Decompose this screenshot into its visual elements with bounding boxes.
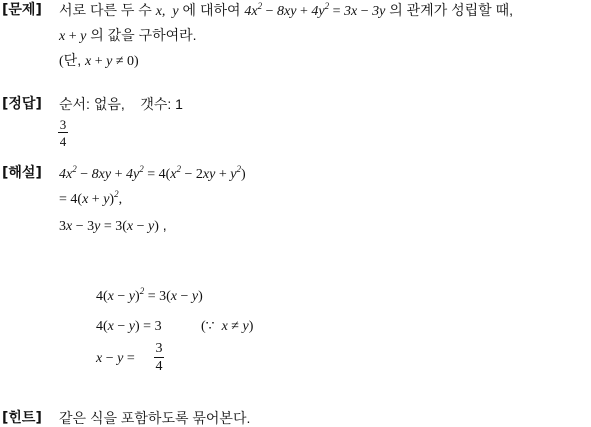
solution-label: [해설] bbox=[2, 165, 42, 181]
condition-dan: 단, bbox=[63, 52, 82, 68]
problem-text-end: 의 관계가 성립할 때, bbox=[385, 2, 513, 18]
solution-equation-2-note: (∵ x ≠ y) bbox=[201, 319, 254, 334]
answer-order-count: 순서: 없음, 갯수: 1 bbox=[59, 96, 183, 112]
answer-fraction bbox=[58, 118, 68, 148]
problem-question: 의 값을 구하여라. bbox=[86, 27, 197, 43]
problem-expression: x + y bbox=[59, 29, 87, 44]
answer-label: [정답] bbox=[2, 96, 42, 112]
problem-line-2 bbox=[59, 26, 197, 46]
solution-fraction bbox=[154, 342, 164, 374]
solution-line-2: = $4(x + y)^2$, bbox=[59, 189, 123, 207]
problem-label: [문제] bbox=[2, 2, 42, 18]
solution-line-3-tail: , bbox=[158, 217, 167, 233]
problem-line-1 bbox=[59, 1, 513, 21]
problem-text-mid: 에 대하여 bbox=[178, 2, 245, 18]
problem-condition: (단, x + y ≠ 0) bbox=[59, 52, 139, 69]
hint-text: 같은 식을 포함하도록 묶어본다. bbox=[59, 410, 251, 426]
problem-text-start: 서로 다른 두 수 bbox=[59, 2, 156, 18]
solution-equation-1: $4(x - y)^2 = 3(x - y)$ bbox=[96, 286, 203, 304]
solution-fraction-numerator: 3 bbox=[155, 341, 163, 356]
problem-equation: $4x^2 - 8xy + 4y^2 = 3x - 3y$ bbox=[244, 1, 386, 19]
answer-fraction-numerator: 3 bbox=[59, 117, 67, 132]
solution-equation-2: 4(x − y) = 3 bbox=[96, 319, 162, 334]
problem-variables: x, y bbox=[155, 4, 179, 19]
solution-fraction-bar bbox=[154, 357, 164, 358]
solution-line-1: $4x^2 - 8xy + 4y^2 = 4(x^2 - 2xy + y^2)$ bbox=[59, 164, 246, 182]
solution-fraction-denominator: 4 bbox=[155, 359, 163, 374]
answer-fraction-bar bbox=[58, 132, 68, 133]
hint-label: [힌트] bbox=[2, 410, 42, 426]
solution-line-3: 3x − 3y = 3(x − y) , bbox=[59, 217, 167, 234]
answer-fraction-denominator: 4 bbox=[59, 134, 67, 149]
solution-equation-3-lhs: x − y = bbox=[96, 351, 135, 366]
